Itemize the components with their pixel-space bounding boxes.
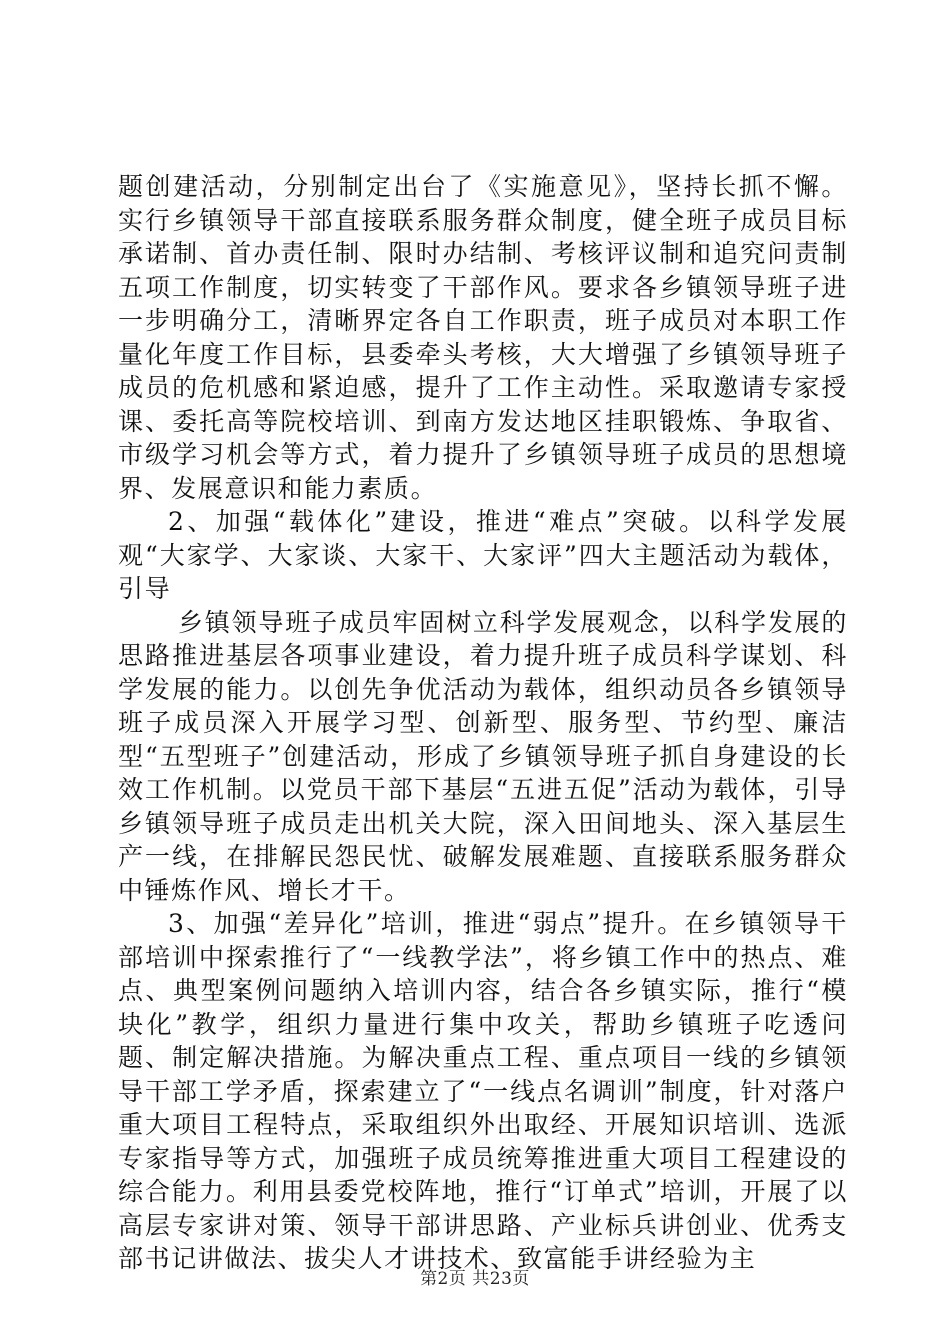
paragraph-continued: 题创建活动，分别制定出台了《实施意见》，坚持长抓不懈。实行乡镇领导干部直接联系服务群众制度，健全班子成员目标承诺制、首办责任制、限时办结制、考核评议制和追究问责制五项工作制度，切实转变了干部作风。要求各乡镇领导班子进一步明确分工，清晰界定各自工作职责，班子成员对本职工作量化年度工作目标，县委牵头考核，大大增强了乡镇领导班子成员的危机感和紧迫感，提升了工作主动性。采取邀请专家授课、委托高等院校培训、到南方发达地区挂职锻炼、争取省、市级学习机会等方式，着力提升了乡镇领导班子成员的思想境界、发展意识和能力素质。 <box>118 172 848 503</box>
page-number-footer: 第2页 共23页 <box>420 1269 530 1289</box>
paragraph-item-2-continued: 乡镇领导班子成员牢固树立科学发展观念，以科学发展的思路推进基层各项事业建设，着力提升班子成员科学谋划、科学发展的能力。以创先争优活动为载体，组织动员各乡镇领导班子成员深入开展学习型、创新型、服务型、节约型、廉洁型“五型班子”创建活动，形成了乡镇领导班子抓自身建设的长效工作机制。以党员干部下基层“五进五促”活动为载体，引导乡镇领导班子成员走出机关大院，深入田间地头、深入基层生产一线，在排解民怨民忧、破解发展难题、直接联系服务群众中锤炼作风、增长才干。 <box>118 607 848 905</box>
paragraph-item-3: 3、加强“差异化”培训，推进“弱点”提升。在乡镇领导干部培训中探索推行了“一线教学法”，将乡镇工作中的热点、难点、典型案例问题纳入培训内容，结合各乡镇实际，推行“模块化”教学，组织力量进行集中攻关，帮助乡镇班子吃透问题、制定解决措施。为解决重点工程、重点项目一线的乡镇领导干部工学矛盾，探索建立了“一线点名调训”制度，针对落户重大项目工程特点，采取组织外出取经、开展知识培训、选派专家指导等方式，加强班子成员统筹推进重大项目工程建设的综合能力。利用县委党校阵地，推行“订单式”培训，开展了以高层专家讲对策、领导干部讲思路、产业标兵讲创业、优秀支部书记讲做法、拔尖人才讲技术、致富能手讲经验为主 <box>118 909 848 1273</box>
paragraph-item-2: 2、加强“载体化”建设，推进“难点”突破。以科学发展观“大家学、大家谈、大家干、大家评”四大主题活动为载体，引导 <box>118 507 848 603</box>
document-body <box>118 170 848 1276</box>
